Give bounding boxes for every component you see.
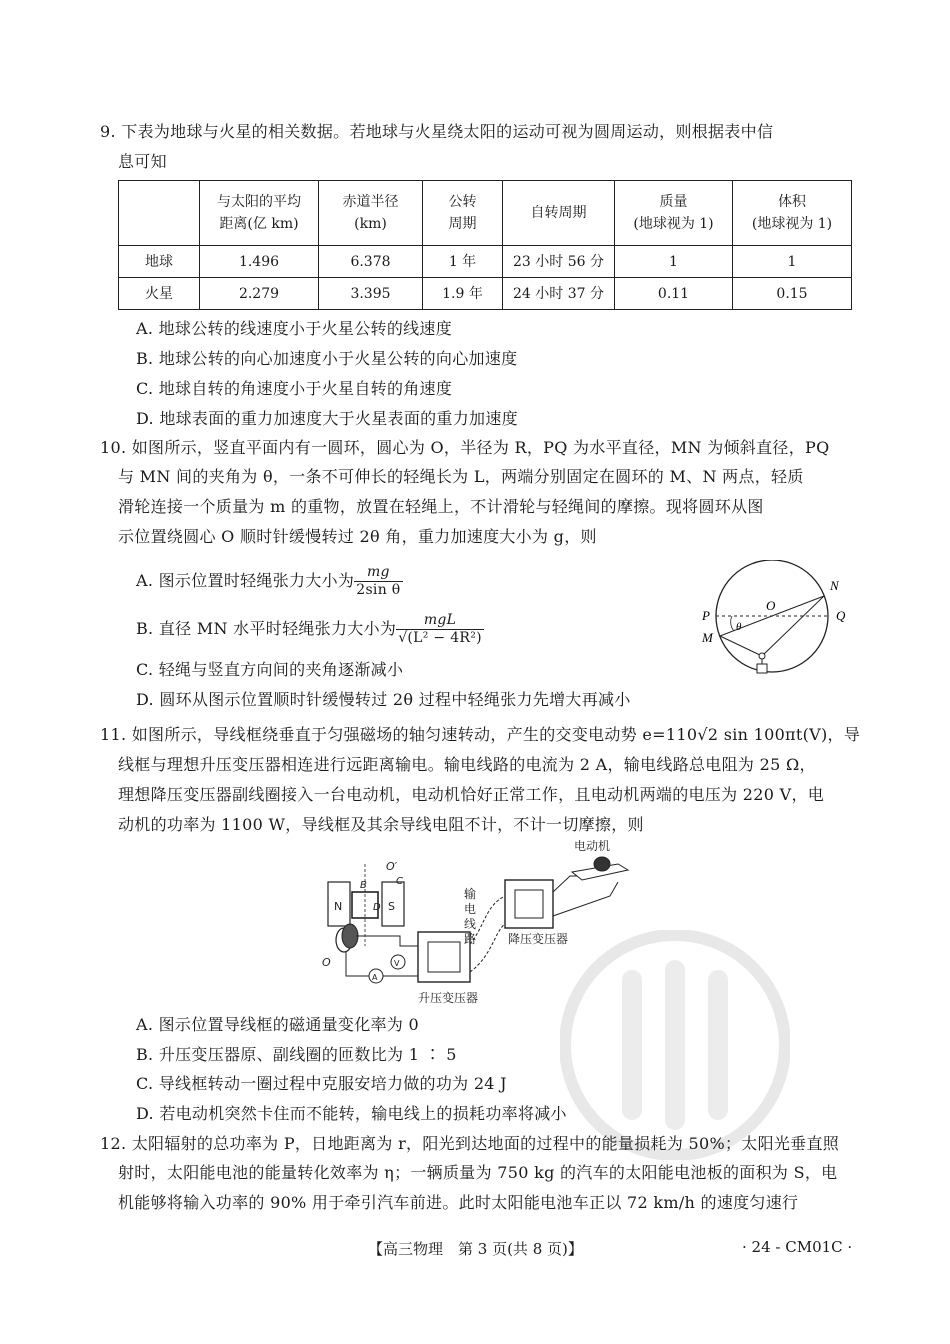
step-up-transformer-window bbox=[428, 942, 460, 972]
q10-option-a bbox=[136, 564, 403, 599]
label-line-char-3: 线 bbox=[464, 917, 477, 931]
header-line: 自转周期 bbox=[530, 205, 587, 221]
header-line: 质量 bbox=[659, 194, 688, 210]
header-line: (地球视为 1) bbox=[633, 216, 714, 232]
label-p: P bbox=[702, 608, 710, 623]
label-b: B bbox=[360, 880, 367, 891]
label-o: O bbox=[766, 598, 776, 613]
motor-wire-2 bbox=[553, 882, 618, 916]
header-cell-empty bbox=[119, 181, 200, 246]
q9-stem-line-2: 息可知 bbox=[118, 152, 167, 171]
table-cell: 1.496 bbox=[200, 246, 319, 278]
watermark-bar-2 bbox=[665, 960, 685, 1130]
table-cell: 0.15 bbox=[733, 278, 852, 310]
q12-stem-line-1: 12. 太阳辐射的总功率为 P，日地距离为 r，阳光到达地面的过程中的能量损耗为 50%；太阳光垂直照 bbox=[100, 1134, 840, 1153]
header-cell-orbital-period bbox=[423, 181, 503, 246]
header-cell-distance bbox=[200, 181, 319, 246]
q10-stem-line-4: 示位置绕圆心 O 顺时针缓慢转过 2θ 角，重力加速度大小为 g，则 bbox=[118, 527, 597, 546]
label-line-char-4: 路 bbox=[464, 932, 477, 946]
label-q: Q bbox=[836, 608, 846, 623]
header-cell-rotation-period bbox=[503, 181, 615, 246]
pulley bbox=[759, 653, 765, 659]
table-cell: 2.279 bbox=[200, 278, 319, 310]
motor-wire-1 bbox=[553, 876, 580, 892]
label-line-char-2: 电 bbox=[464, 902, 477, 916]
q12-stem-line-2: 射时，太阳能电池的能量转化效率为 η；一辆质量为 750 kg 的汽车的太阳能电池板的面积为 S，电 bbox=[118, 1163, 838, 1182]
fraction-numerator: mg bbox=[354, 564, 402, 582]
header-line: 周期 bbox=[448, 216, 477, 232]
table-cell: 1.9 年 bbox=[423, 278, 503, 310]
header-line: 距离(亿 km) bbox=[219, 216, 299, 232]
q10-option-a-text: A. 图示位置时轻绳张力大小为 bbox=[136, 571, 355, 590]
q10-stem-line-1: 10. 如图所示，竖直平面内有一圆环，圆心为 O，半径为 R，PQ 为水平直径，MN 为倾斜直径，PQ bbox=[100, 438, 830, 457]
step-down-transformer-window bbox=[515, 890, 543, 918]
slip-ring-2 bbox=[342, 924, 358, 948]
table-cell: 24 小时 37 分 bbox=[503, 278, 615, 310]
q10-option-b bbox=[136, 612, 484, 647]
header-line: 公转 bbox=[448, 194, 477, 210]
q11-stem-line-2: 线框与理想升压变压器相连进行远距离输电。输电线路的电流为 2 A，输电线路总电阻为 25 Ω， bbox=[118, 755, 816, 774]
table-cell: 23 小时 56 分 bbox=[503, 246, 615, 278]
label-m: M bbox=[702, 630, 713, 645]
watermark-bar-3 bbox=[708, 970, 728, 1120]
planet-data-table bbox=[118, 180, 852, 310]
label-o: O bbox=[322, 956, 331, 969]
header-line: (km) bbox=[354, 216, 387, 232]
header-cell-radius bbox=[319, 181, 423, 246]
table-cell: 火星 bbox=[119, 278, 200, 310]
q9-option-b: B. 地球公转的向心加速度小于火星公转的向心加速度 bbox=[136, 349, 518, 368]
watermark-bar-1 bbox=[622, 970, 642, 1120]
table-cell: 1 bbox=[615, 246, 733, 278]
fraction-denominator: √(L² − 4R²) bbox=[398, 630, 482, 646]
q11-option-b: B. 升压变压器原、副线圈的匝数比为 1 ∶ 5 bbox=[136, 1045, 457, 1064]
q9-option-d: D. 地球表面的重力加速度大于火星表面的重力加速度 bbox=[136, 409, 518, 428]
circle-ring-figure bbox=[690, 560, 860, 680]
header-cell-mass bbox=[615, 181, 733, 246]
label-v: V bbox=[394, 959, 400, 968]
q11-stem-line-1: 11. 如图所示，导线框绕垂直于匀强磁场的轴匀速转动，产生的交变电动势 e=110√2 sin 100πt(V)，导 bbox=[100, 725, 861, 744]
q11-stem-line-3: 理想降压变压器副线圈接入一台电动机，电动机恰好正常工作，且电动机两端的电压为 220 V，电 bbox=[118, 785, 825, 804]
label-step-up: 升压变压器 bbox=[418, 991, 479, 1005]
rope-left bbox=[720, 636, 762, 656]
label-step-down: 降压变压器 bbox=[508, 932, 569, 946]
table-cell: 3.395 bbox=[319, 278, 423, 310]
label-n-pole: N bbox=[334, 900, 343, 913]
header-line: 赤道半径 bbox=[342, 194, 399, 210]
label-o-prime: O′ bbox=[386, 860, 398, 873]
table-cell: 6.378 bbox=[319, 246, 423, 278]
label-n: N bbox=[830, 578, 839, 593]
table-row-earth bbox=[119, 246, 852, 278]
q10-option-a-fraction bbox=[354, 564, 402, 599]
table-row-mars bbox=[119, 278, 852, 310]
q10-stem-line-2: 与 MN 间的夹角为 θ，一条不可伸长的轻绳长为 L，两端分别固定在圆环的 M、N 两点，轻质 bbox=[118, 467, 804, 486]
table-cell: 地球 bbox=[119, 246, 200, 278]
q10-option-d: D. 圆环从图示位置顺时针缓慢转过 2θ 过程中轻绳张力先增大再减小 bbox=[136, 690, 631, 709]
q9-option-c: C. 地球自转的角速度小于火星自转的角速度 bbox=[136, 379, 453, 398]
table-cell: 1 年 bbox=[423, 246, 503, 278]
header-line: 体积 bbox=[778, 194, 806, 210]
label-theta: θ bbox=[736, 621, 742, 633]
q10-option-c: C. 轻绳与竖直方向间的夹角逐渐减小 bbox=[136, 660, 404, 679]
header-line: (地球视为 1) bbox=[751, 216, 833, 232]
q10-option-b-fraction bbox=[396, 612, 484, 647]
label-s-pole: S bbox=[388, 900, 395, 913]
fraction-denominator: 2sin θ bbox=[356, 582, 401, 598]
header-cell-volume bbox=[733, 181, 852, 246]
watermark-emblem bbox=[560, 930, 790, 1160]
fraction-numerator: mgL bbox=[396, 612, 484, 630]
label-a: A bbox=[372, 973, 378, 982]
motor-icon bbox=[594, 857, 610, 871]
step-up-transformer-core bbox=[418, 932, 470, 982]
q11-option-c: C. 导线框转动一圈过程中克服安培力做的功为 24 J bbox=[136, 1074, 507, 1093]
page-footer-code: · 24 - CM01C · bbox=[742, 1238, 853, 1256]
q11-stem-line-4: 动机的功率为 1100 W，导线框及其余导线电阻不计，不计一切摩擦，则 bbox=[118, 815, 644, 834]
q11-option-d: D. 若电动机突然卡住而不能转，输电线上的损耗功率将减小 bbox=[136, 1104, 567, 1123]
theta-arc bbox=[731, 616, 734, 631]
label-d: D bbox=[373, 902, 381, 913]
q10-stem-line-3: 滑轮连接一个质量为 m 的重物，放置在轻绳上，不计滑轮与轻绳间的摩擦。现将圆环从图 bbox=[118, 497, 764, 516]
label-c: C bbox=[396, 876, 403, 887]
table-header-row bbox=[119, 181, 852, 246]
q10-option-b-text: B. 直径 MN 水平时轻绳张力大小为 bbox=[136, 619, 397, 638]
q11-option-a: A. 图示位置导线框的磁通量变化率为 0 bbox=[136, 1015, 419, 1034]
q9-option-a: A. 地球公转的线速度小于火星公转的线速度 bbox=[136, 319, 453, 338]
page-footer-title: 【高三物理 第 3 页(共 8 页)】 bbox=[368, 1240, 583, 1258]
table-cell: 0.11 bbox=[615, 278, 733, 310]
q9-stem-line-1: 9. 下表为地球与火星的相关数据。若地球与火星绕太阳的运动可视为圆周运动，则根据表中信 bbox=[100, 122, 774, 141]
table-cell: 1 bbox=[733, 246, 852, 278]
step-down-transformer-core bbox=[505, 880, 553, 928]
header-line: 与太阳的平均 bbox=[217, 194, 301, 210]
label-motor: 电动机 bbox=[574, 839, 611, 853]
q12-stem-line-3: 机能够将输入功率的 90% 用于牵引汽车前进。此时太阳能电池车正以 72 km/h 的速度匀速行 bbox=[118, 1193, 799, 1212]
weight-block bbox=[757, 664, 767, 673]
label-line-char-1: 输 bbox=[464, 887, 477, 901]
